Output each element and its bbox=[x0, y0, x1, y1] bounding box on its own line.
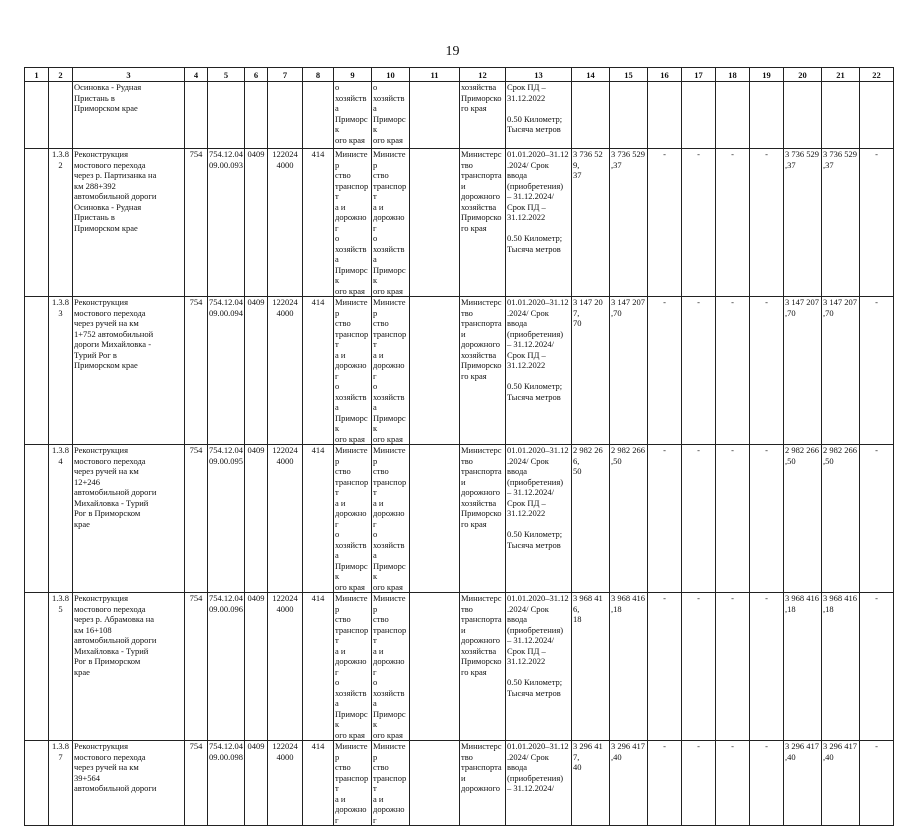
column-number-cell: 16 bbox=[648, 68, 682, 82]
table-cell: 122024 4000 bbox=[268, 445, 303, 593]
table-cell: Министер ство транспорт а и дорожног bbox=[372, 741, 410, 826]
table-cell: 3 736 529 ,37 bbox=[784, 149, 822, 297]
table-cell: хозяйства Приморско го края bbox=[460, 82, 506, 149]
table-cell: 122024 4000 bbox=[268, 741, 303, 826]
table-cell: Министерс тво транспорта и дорожного bbox=[460, 741, 506, 826]
table-cell: 3 296 417 ,40 bbox=[610, 741, 648, 826]
table-cell bbox=[682, 82, 716, 149]
table-cell: 414 bbox=[303, 445, 334, 593]
table-cell: - bbox=[750, 445, 784, 593]
table-row bbox=[25, 741, 894, 826]
table-cell: - bbox=[860, 149, 894, 297]
table-cell: Министер ство транспорт а и дорожног о хозяйства Приморск ого края bbox=[372, 445, 410, 593]
column-number-cell: 13 bbox=[506, 68, 572, 82]
column-number-cell: 2 bbox=[49, 68, 73, 82]
table-cell: - bbox=[750, 297, 784, 445]
table-cell: 1.3.84 bbox=[49, 445, 73, 593]
table-cell: - bbox=[716, 445, 750, 593]
table-cell: Министерс тво транспорта и дорожного хозяйства Приморско го края bbox=[460, 149, 506, 297]
table-cell: 3 147 207, 70 bbox=[572, 297, 610, 445]
column-number-cell: 14 bbox=[572, 68, 610, 82]
table-cell: Реконструкция мостового перехода через ручей на км 1+752 автомобильной дороги Михайловка - Турий Рог в Приморском крае bbox=[73, 297, 185, 445]
column-number-row bbox=[25, 68, 894, 82]
table-cell: 3 147 207 ,70 bbox=[610, 297, 648, 445]
table-cell: 754 bbox=[185, 445, 208, 593]
table-cell: Реконструкция мостового перехода через ручей на км 12+246 автомобильной дороги Михайловка - Турий Рог в Приморском крае bbox=[73, 445, 185, 593]
column-number-cell: 7 bbox=[268, 68, 303, 82]
table-cell: 122024 4000 bbox=[268, 149, 303, 297]
table-cell: Министер ство транспорт а и дорожног о хозяйства Приморск ого края bbox=[334, 149, 372, 297]
table-cell: о хозяйства Приморск ого края bbox=[334, 82, 372, 149]
table-cell bbox=[716, 82, 750, 149]
table-cell: - bbox=[648, 149, 682, 297]
table-cell bbox=[860, 82, 894, 149]
table-cell bbox=[208, 82, 245, 149]
table-cell bbox=[750, 82, 784, 149]
table-cell bbox=[410, 82, 460, 149]
table-cell bbox=[572, 82, 610, 149]
table-cell bbox=[245, 82, 268, 149]
table-cell: 0409 bbox=[245, 593, 268, 741]
table-cell: - bbox=[682, 297, 716, 445]
table-cell: - bbox=[716, 297, 750, 445]
table-cell: - bbox=[648, 297, 682, 445]
table-cell: Министер ство транспорт а и дорожног о хозяйства Приморск ого края bbox=[372, 149, 410, 297]
table-cell: 754 bbox=[185, 297, 208, 445]
table-cell: 3 147 207 ,70 bbox=[822, 297, 860, 445]
column-number-cell: 4 bbox=[185, 68, 208, 82]
table-cell: 754.12.04 09.00.093 bbox=[208, 149, 245, 297]
table-cell: Министер ство транспорт а и дорожног о хозяйства Приморск ого края bbox=[334, 297, 372, 445]
table-cell: - bbox=[860, 593, 894, 741]
table-cell: 2 982 266 ,50 bbox=[784, 445, 822, 593]
table-cell: 3 736 529 ,37 bbox=[610, 149, 648, 297]
table-cell bbox=[25, 445, 49, 593]
table-cell: - bbox=[648, 445, 682, 593]
table-cell: - bbox=[716, 149, 750, 297]
table-cell bbox=[25, 82, 49, 149]
table-cell: 01.01.2020–31.12 .2024/ Срок ввода (приобретения) – 31.12.2024/ Срок ПД – 31.12.2022 0.50 Километр; Тысяча метров bbox=[506, 297, 572, 445]
table-cell bbox=[185, 82, 208, 149]
column-number-cell: 18 bbox=[716, 68, 750, 82]
table-cell: 0409 bbox=[245, 445, 268, 593]
table-cell: - bbox=[860, 297, 894, 445]
table-cell: - bbox=[716, 593, 750, 741]
table-cell bbox=[822, 82, 860, 149]
table-cell: 01.01.2020–31.12 .2024/ Срок ввода (приобретения) – 31.12.2024/ Срок ПД – 31.12.2022 0.50 Километр; Тысяча метров bbox=[506, 445, 572, 593]
table-cell: Министерс тво транспорта и дорожного хозяйства Приморско го края bbox=[460, 445, 506, 593]
column-number-cell: 6 bbox=[245, 68, 268, 82]
table-cell: 01.01.2020–31.12 .2024/ Срок ввода (приобретения) – 31.12.2024/ Срок ПД – 31.12.2022 0.50 Километр; Тысяча метров bbox=[506, 149, 572, 297]
table-cell bbox=[25, 297, 49, 445]
table-cell: Министер ство транспорт а и дорожног bbox=[334, 741, 372, 826]
table-cell: 3 736 529, 37 bbox=[572, 149, 610, 297]
table-cell: 1.3.82 bbox=[49, 149, 73, 297]
table-cell: Реконструкция мостового перехода через р. Партизанка на км 288+392 автомобильной дороги Осиновка - Рудная Пристань в Приморском крае bbox=[73, 149, 185, 297]
table-row bbox=[25, 593, 894, 741]
table-cell: 2 982 266 ,50 bbox=[822, 445, 860, 593]
table-cell: Реконструкция мостового перехода через р. Абрамовка на км 16+108 автомобильной дороги Михайловка - Турий Рог в Приморском крае bbox=[73, 593, 185, 741]
table-cell: 3 968 416 ,18 bbox=[822, 593, 860, 741]
table-cell: 3 296 417 ,40 bbox=[822, 741, 860, 826]
table-cell: 3 296 417, 40 bbox=[572, 741, 610, 826]
table-cell: 414 bbox=[303, 741, 334, 826]
table-cell: - bbox=[860, 445, 894, 593]
table-cell: Министерс тво транспорта и дорожного хозяйства Приморско го края bbox=[460, 297, 506, 445]
column-number-cell: 10 bbox=[372, 68, 410, 82]
table-cell: 3 147 207 ,70 bbox=[784, 297, 822, 445]
table-cell: 1.3.85 bbox=[49, 593, 73, 741]
table-cell: Министерс тво транспорта и дорожного хозяйства Приморско го края bbox=[460, 593, 506, 741]
table-cell bbox=[784, 82, 822, 149]
table-cell: Осиновка - Рудная Пристань в Приморском крае bbox=[73, 82, 185, 149]
table-row bbox=[25, 297, 894, 445]
table-cell: 3 968 416 ,18 bbox=[610, 593, 648, 741]
column-number-cell: 20 bbox=[784, 68, 822, 82]
table-cell bbox=[410, 445, 460, 593]
table-cell: 754.12.04 09.00.096 bbox=[208, 593, 245, 741]
table-cell: Реконструкция мостового перехода через ручей на км 39+564 автомобильной дороги bbox=[73, 741, 185, 826]
table-cell: 754 bbox=[185, 593, 208, 741]
table-cell: - bbox=[750, 741, 784, 826]
table-cell: - bbox=[716, 741, 750, 826]
table-cell bbox=[610, 82, 648, 149]
table-cell: - bbox=[682, 593, 716, 741]
table-cell: 3 736 529 ,37 bbox=[822, 149, 860, 297]
table-cell: 414 bbox=[303, 593, 334, 741]
table-cell: 414 bbox=[303, 149, 334, 297]
table-cell: 122024 4000 bbox=[268, 297, 303, 445]
table-cell: 2 982 266, 50 bbox=[572, 445, 610, 593]
column-number-cell: 21 bbox=[822, 68, 860, 82]
table-row bbox=[25, 445, 894, 593]
table-row bbox=[25, 149, 894, 297]
table-cell: - bbox=[648, 741, 682, 826]
column-number-cell: 15 bbox=[610, 68, 648, 82]
table-cell bbox=[303, 82, 334, 149]
column-number-cell: 3 bbox=[73, 68, 185, 82]
table-cell: 754.12.04 09.00.095 bbox=[208, 445, 245, 593]
table-cell: 0409 bbox=[245, 741, 268, 826]
table-cell bbox=[410, 593, 460, 741]
table-cell: 754 bbox=[185, 741, 208, 826]
column-number-cell: 5 bbox=[208, 68, 245, 82]
table-cell: Министер ство транспорт а и дорожног о хозяйства Приморск ого края bbox=[372, 593, 410, 741]
table-cell: 754 bbox=[185, 149, 208, 297]
table-cell: 754.12.04 09.00.098 bbox=[208, 741, 245, 826]
table-cell bbox=[648, 82, 682, 149]
table-cell: - bbox=[750, 149, 784, 297]
budget-table bbox=[24, 67, 894, 826]
column-number-cell: 1 bbox=[25, 68, 49, 82]
table-cell: - bbox=[750, 593, 784, 741]
column-number-cell: 8 bbox=[303, 68, 334, 82]
column-number-cell: 11 bbox=[410, 68, 460, 82]
table-cell: Срок ПД – 31.12.2022 0.50 Километр; Тысяча метров bbox=[506, 82, 572, 149]
table-cell: Министер ство транспорт а и дорожног о хозяйства Приморск ого края bbox=[334, 445, 372, 593]
page-number: 19 bbox=[445, 44, 460, 59]
table-cell: 754.12.04 09.00.094 bbox=[208, 297, 245, 445]
table-cell bbox=[25, 149, 49, 297]
table-cell: 122024 4000 bbox=[268, 593, 303, 741]
table-cell bbox=[410, 297, 460, 445]
table-cell: - bbox=[860, 741, 894, 826]
table-cell: 01.01.2020–31.12 .2024/ Срок ввода (приобретения) – 31.12.2024/ bbox=[506, 741, 572, 826]
table-row bbox=[25, 82, 894, 149]
table-cell: 1.3.83 bbox=[49, 297, 73, 445]
table-cell bbox=[25, 741, 49, 826]
table-cell: Министер ство транспорт а и дорожног о хозяйства Приморск ого края bbox=[372, 297, 410, 445]
column-number-cell: 9 bbox=[334, 68, 372, 82]
table-cell: 3 968 416, 18 bbox=[572, 593, 610, 741]
table-cell: 01.01.2020–31.12 .2024/ Срок ввода (приобретения) – 31.12.2024/ Срок ПД – 31.12.2022 0.50 Километр; Тысяча метров bbox=[506, 593, 572, 741]
table-cell: - bbox=[682, 741, 716, 826]
column-number-cell: 22 bbox=[860, 68, 894, 82]
table-cell bbox=[49, 82, 73, 149]
table-cell: 2 982 266 ,50 bbox=[610, 445, 648, 593]
table-cell: - bbox=[682, 445, 716, 593]
table-cell: о хозяйства Приморск ого края bbox=[372, 82, 410, 149]
table-cell bbox=[25, 593, 49, 741]
table-cell: 3 296 417 ,40 bbox=[784, 741, 822, 826]
column-number-cell: 17 bbox=[682, 68, 716, 82]
table-cell bbox=[268, 82, 303, 149]
column-number-cell: 12 bbox=[460, 68, 506, 82]
table-cell: 0409 bbox=[245, 297, 268, 445]
column-number-cell: 19 bbox=[750, 68, 784, 82]
table-cell: 0409 bbox=[245, 149, 268, 297]
table-cell: 3 968 416 ,18 bbox=[784, 593, 822, 741]
table-cell: Министер ство транспорт а и дорожног о хозяйства Приморск ого края bbox=[334, 593, 372, 741]
table-cell bbox=[410, 741, 460, 826]
table-cell: 1.3.87 bbox=[49, 741, 73, 826]
table-cell: 414 bbox=[303, 297, 334, 445]
table-cell: - bbox=[682, 149, 716, 297]
table-cell bbox=[410, 149, 460, 297]
table-cell: - bbox=[648, 593, 682, 741]
